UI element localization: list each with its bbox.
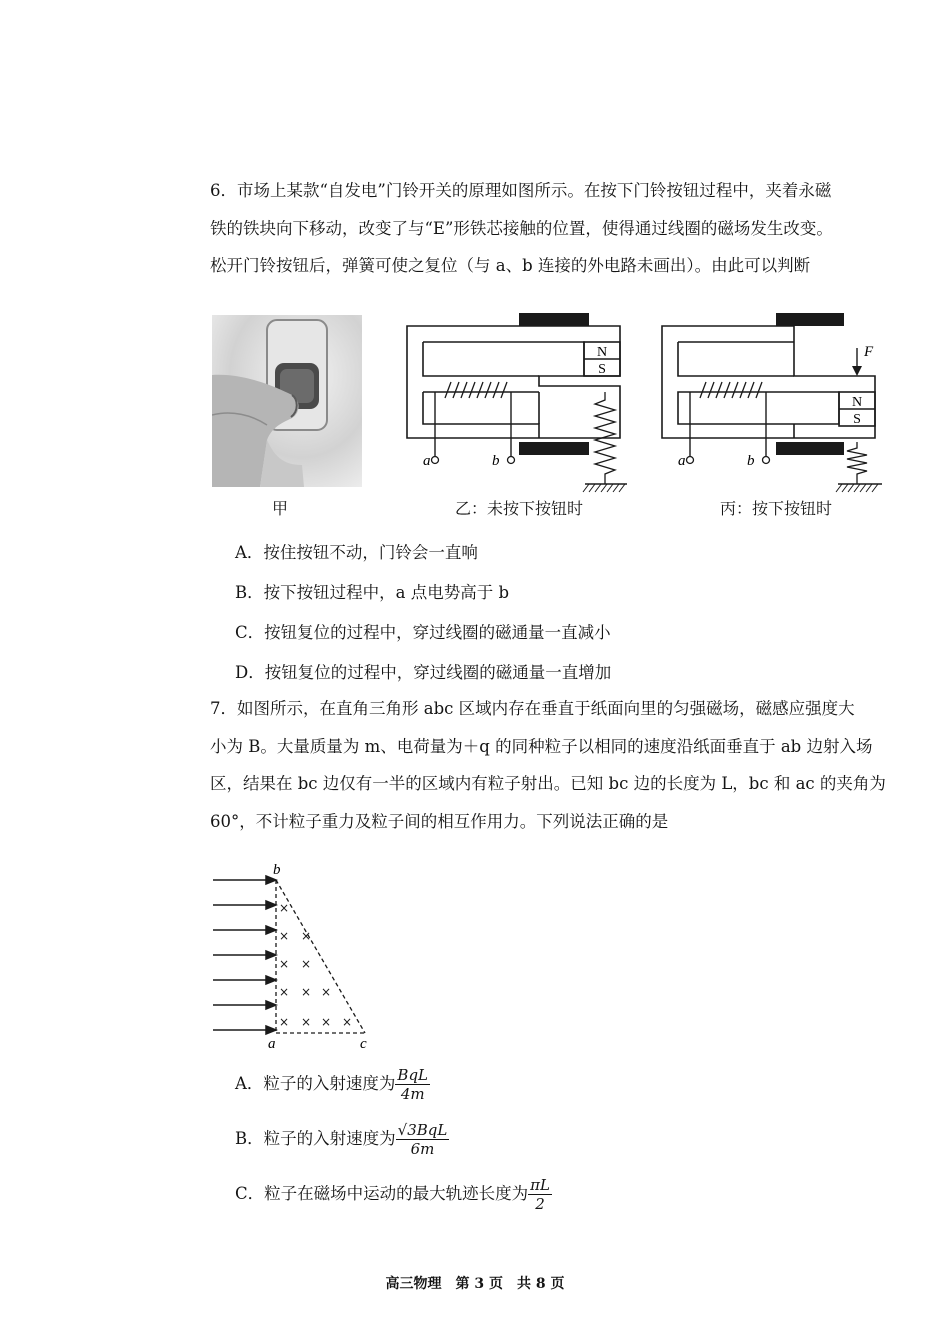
yi-label-S: S — [598, 362, 606, 377]
field-cross: × — [321, 1015, 332, 1029]
tri-label-a: a — [268, 1036, 276, 1048]
q6-option-d: D．按钮复位的过程中，穿过线圈的磁通量一直增加 — [235, 663, 612, 682]
figure-triangle-field — [210, 858, 390, 1052]
fraction-denominator: 2 — [535, 1195, 545, 1213]
bing-label-N: N — [851, 395, 863, 410]
q7-option-b-fraction — [396, 1121, 450, 1158]
q7-option-c-text: C．粒子在磁场中运动的最大轨迹长度为 — [235, 1184, 529, 1203]
field-cross: × — [342, 1015, 353, 1029]
field-cross: × — [321, 985, 332, 999]
bing-label-b: b — [747, 453, 755, 469]
bing-label-F: F — [864, 344, 874, 360]
q7-line-3: 区，结果在 bc 边仅有一半的区域内有粒子射出。已知 bc 边的长度为 L，bc 和 ac 的夹角为 — [210, 774, 886, 793]
q6-line-3: 松开门铃按钮后，弹簧可使之复位（与 a、b 连接的外电路未画出）。由此可以判断 — [210, 256, 811, 275]
tri-label-c: c — [360, 1036, 367, 1048]
q7-line-1: 7．如图所示，在直角三角形 abc 区域内存在垂直于纸面向里的匀强磁场，磁感应强度大 — [210, 699, 855, 718]
bing-label-a: a — [678, 453, 686, 469]
field-cross: × — [301, 985, 312, 999]
q7-option-c — [235, 1176, 552, 1213]
question-7-stem — [210, 690, 910, 840]
field-cross: × — [279, 985, 290, 999]
q7-line-4: 60°，不计粒子重力及粒子间的相互作用力。下列说法正确的是 — [210, 811, 669, 831]
q7-option-a-text: A．粒子的入射速度为 — [235, 1074, 396, 1093]
figure-bing-diagram — [650, 308, 890, 500]
fraction-numerator: BqL — [397, 1066, 429, 1084]
caption-bing: 丙：按下按钮时 — [720, 499, 833, 518]
q7-option-a-fraction — [395, 1066, 430, 1103]
q7-option-c-fraction — [528, 1176, 552, 1213]
fraction-numerator: πL — [530, 1176, 550, 1194]
q6-option-c: C．按钮复位的过程中，穿过线圈的磁通量一直减小 — [235, 623, 611, 642]
field-cross: × — [279, 901, 290, 915]
fraction-denominator: 4m — [400, 1085, 425, 1103]
question-6-stem — [210, 172, 910, 285]
q7-option-b-text: B．粒子的入射速度为 — [235, 1129, 396, 1148]
field-cross: × — [301, 957, 312, 971]
q7-option-a — [235, 1066, 430, 1103]
field-cross: × — [301, 929, 312, 943]
field-cross: × — [279, 1015, 290, 1029]
bing-label-S: S — [853, 412, 861, 427]
caption-jia: 甲 — [272, 499, 289, 518]
field-cross: × — [279, 957, 290, 971]
figure-jia-photo — [212, 315, 362, 491]
q6-line-1: 6．市场上某款“自发电”门铃开关的原理如图所示。在按下门铃按钮过程中，夹着永磁 — [210, 181, 832, 200]
yi-label-N: N — [596, 345, 608, 360]
fraction-numerator: √3BqL — [397, 1121, 448, 1139]
tri-label-b: b — [273, 862, 281, 878]
q6-option-a: A．按住按钮不动，门铃会一直响 — [235, 543, 478, 562]
figure-yi-diagram — [395, 308, 635, 500]
q6-line-2: 铁的铁块向下移动，改变了与“E”形铁芯接触的位置，使得通过线圈的磁场发生改变。 — [210, 218, 833, 238]
yi-label-a: a — [423, 453, 431, 469]
q6-option-b: B．按下按钮过程中，a 点电势高于 b — [235, 583, 510, 602]
field-cross: × — [301, 1015, 312, 1029]
q7-line-2: 小为 B。大量质量为 m、电荷量为＋q 的同种粒子以相同的速度沿纸面垂直于 ab 边射入场 — [210, 736, 873, 756]
fraction-denominator: 6m — [410, 1140, 435, 1158]
yi-label-b: b — [492, 453, 500, 469]
q7-option-b — [235, 1121, 449, 1158]
page-footer: 高三物理 第 3 页 共 8 页 — [385, 1276, 565, 1292]
field-cross: × — [279, 929, 290, 943]
caption-yi: 乙：未按下按钮时 — [455, 499, 584, 518]
